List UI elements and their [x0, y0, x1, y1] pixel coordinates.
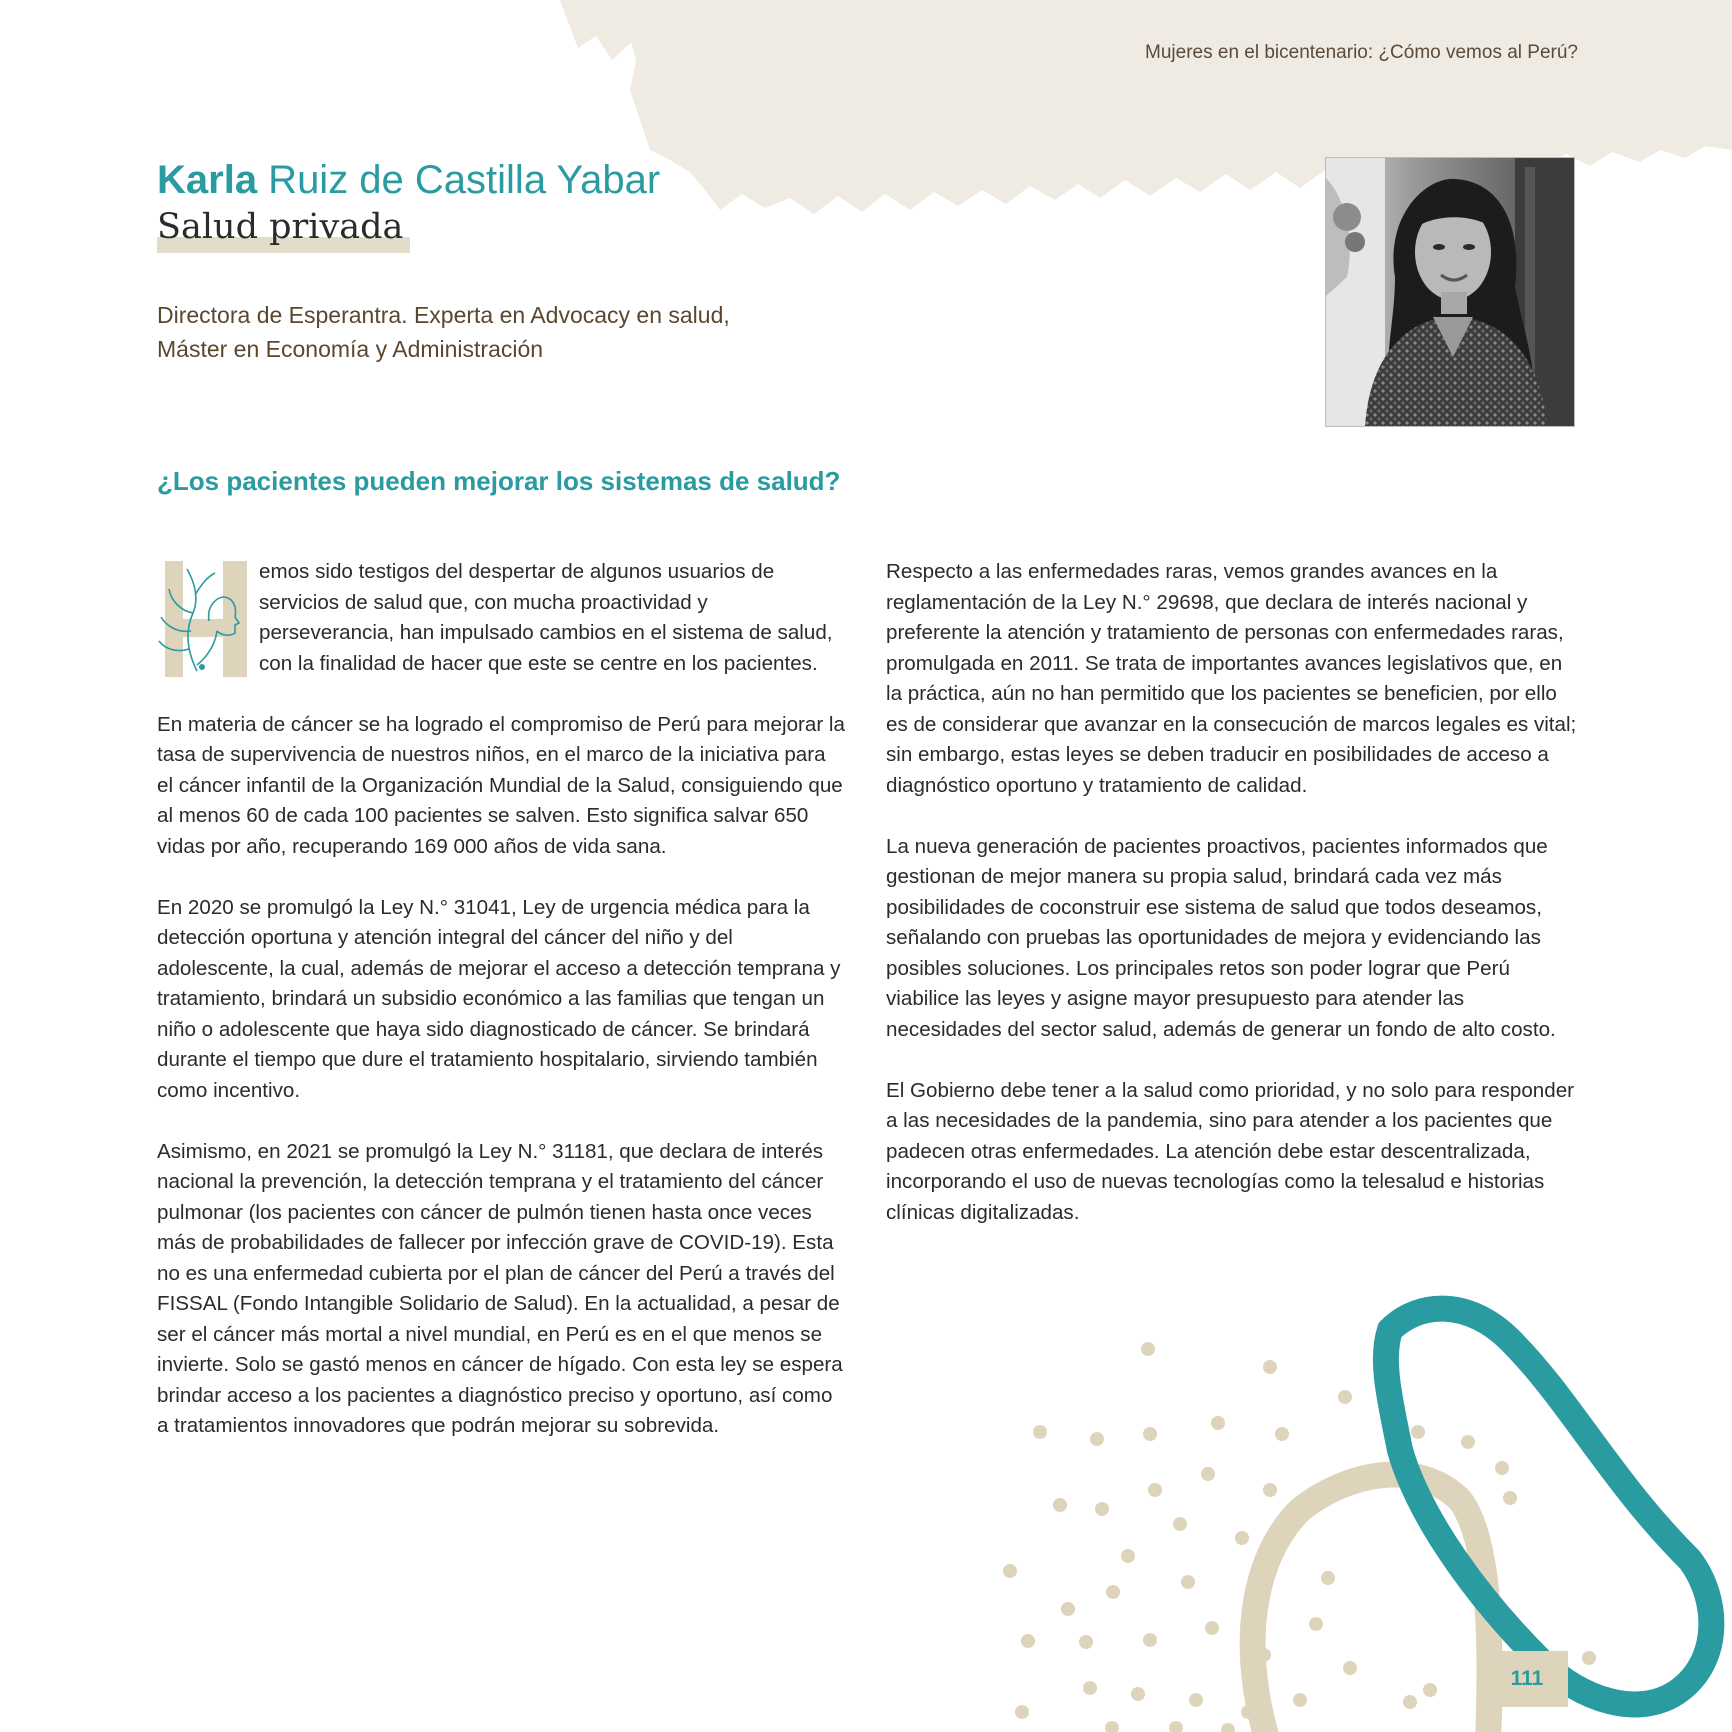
page-number: 111 — [1486, 1651, 1568, 1707]
left-paragraph-3: En 2020 se promulgó la Ley N.° 31041, Ley de urgencia médica para la detección oportuna y atención integral del cáncer del niño y del adolescente, la cual, además de mejorar el acceso a detección temprana y tratamiento, brindará un subsidio económico a las familias que tengan un niño o adolescente que haya sido diagnosticado de cáncer. Se brindará durante el tiempo que dure el tratamiento hospitalario, sirviendo también como incentivo. — [157, 895, 841, 1102]
author-name — [157, 158, 660, 203]
right-paragraph-2: La nueva generación de pacientes proactivos, pacientes informados que gestionan de mejor manera su propia salud, brindará cada vez más posibilidades de coconstruir ese sistema de salud que todos deseamos, señalando con pruebas las oportunidades de mejora y evidenciando las posibles soluciones. Los principales retos son poder lograr que Perú viabilice las leyes y asigne mayor presupuesto para atender las necesidades del sector salud, además de generar un fondo de alto costo. — [886, 834, 1556, 1041]
right-paragraph-1: Respecto a las enfermedades raras, vemos grandes avances en la reglamentación de la Ley N.° 29698, que declara de interés nacional y preferente la atención y tratamiento de personas con enfermedades raras, promulgada en 2011. Se trata de importantes avances legislativos que, en la práctica, aún no han permitido que los pacientes se beneficien, por ello es de considerar que avanzar en la consecución de marcos legales es vital; sin embargo, estas leyes se deben traducir en posibilidades de acceso a diagnóstico oportuno y tratamiento de calidad. — [886, 560, 1577, 797]
left-paragraph-1: emos sido testigos del despertar de algunos usuarios de servicios de salud que, con mucha proactividad y perseverancia, han impulsado cambios en el sistema de salud, con la finalidad de hacer que este se centre en los pacientes. — [259, 560, 833, 675]
author-credentials — [157, 298, 730, 366]
credentials-line-1: Directora de Esperantra. Experta en Advocacy en salud, — [157, 302, 730, 328]
left-column — [157, 557, 847, 1472]
section-heading — [157, 207, 403, 247]
dropcap — [157, 561, 249, 677]
left-paragraph-2: En materia de cáncer se ha logrado el compromiso de Perú para mejorar la tasa de supervivencia de nuestros niños, en el marco de la iniciativa para el cáncer infantil de la Organización Mundial de la Salud, consiguiendo que al menos 60 de cada 100 pacientes se salven. Esto significa salvar 650 vidas por año, recuperando 169 000 años de vida sana. — [157, 712, 845, 858]
section-title: Salud privada — [157, 207, 404, 247]
teal-ring — [1386, 1309, 1712, 1705]
right-column — [886, 557, 1578, 1259]
beige-ring — [1253, 1475, 1490, 1732]
credentials-line-2: Máster en Economía y Administración — [157, 336, 544, 362]
running-head: Mujeres en el bicentenario: ¿Cómo vemos al Perú? — [1145, 42, 1578, 63]
left-paragraph-4: Asimismo, en 2021 se promulgó la Ley N.° 31181, que declara de interés nacional la prevención, la detección temprana y el tratamiento del cáncer pulmonar (los pacientes con cáncer de pulmón tienen hasta once veces más de probabilidades de fallecer por infección grave de COVID-19). Esta no es una enfermedad cubierta por el plan de cáncer del Perú a través del FISSAL (Fondo Intangible Solidario de Salud). En la actualidad, a pesar de ser el cáncer más mortal a nivel mundial, en Perú es en el que menos se invierte. Solo se gastó menos en cáncer de hígado. Con esta ley se espera brindar acceso a los pacientes a diagnóstico preciso y oportuno, así como a tratamientos innovadores que podrán mejorar su sobrevida. — [157, 1139, 843, 1437]
dropcap-dot — [199, 664, 205, 670]
author-last-name: Ruiz de Castilla Yabar — [257, 158, 661, 202]
question-heading: ¿Los pacientes pueden mejorar los sistemas de salud? — [157, 466, 841, 496]
dropcap-h — [157, 561, 249, 677]
right-paragraph-3: El Gobierno debe tener a la salud como prioridad, y no solo para responder a las necesidades de la pandemia, sino para atender a los pacientes que padecen otras enfermedades. La atención debe estar descentralizada, incorporando el uso de nuevas tecnologías como la telesalud e historias clínicas digitalizadas. — [886, 1078, 1575, 1224]
decorative-graphic — [960, 1250, 1732, 1732]
author-first-name: Karla — [157, 158, 258, 202]
author-portrait — [1325, 157, 1575, 427]
